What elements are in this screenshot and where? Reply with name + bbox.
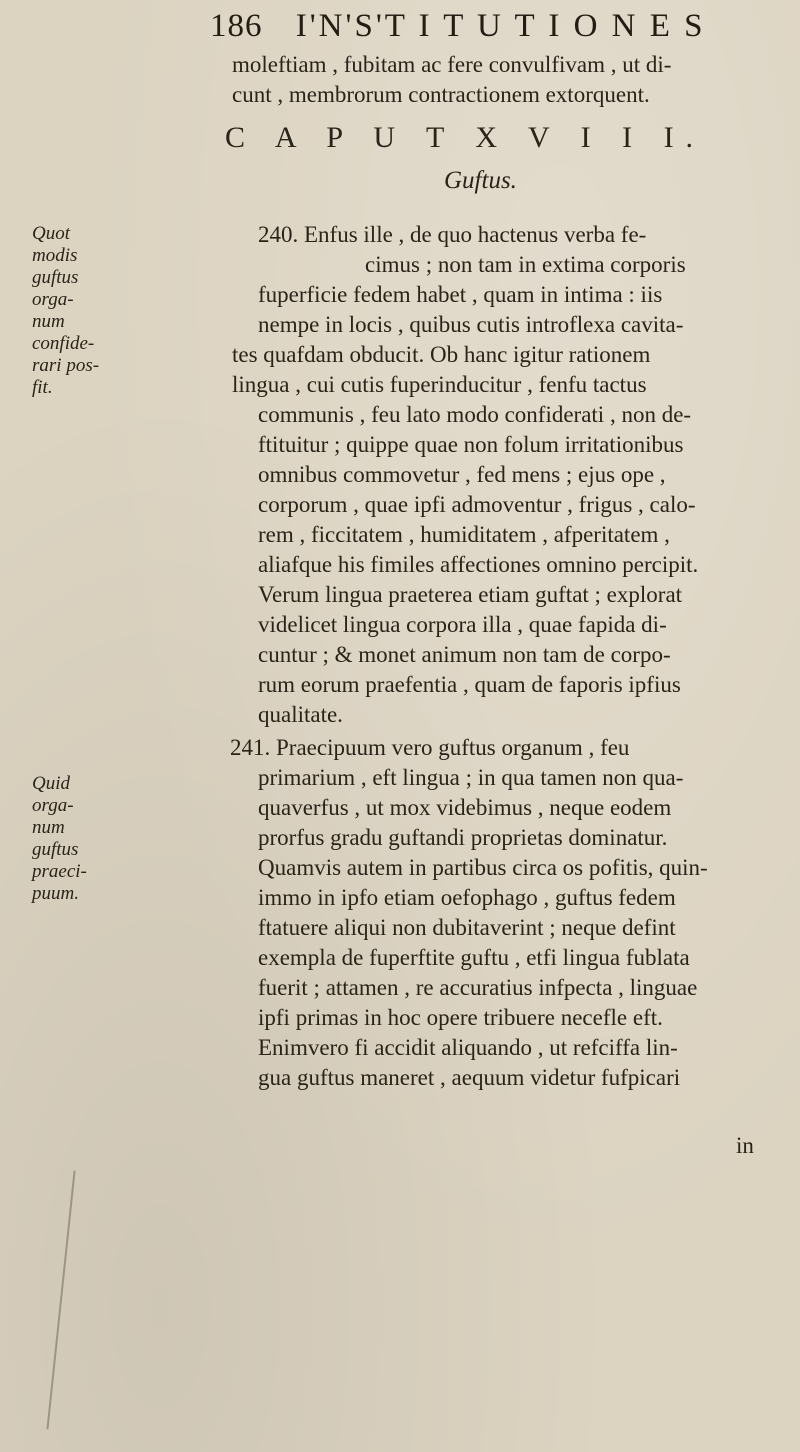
text-line: exempla de fuperftite guftu , etfi lingua fublata: [258, 945, 690, 970]
margin-note-line: Quid: [32, 773, 70, 794]
catchword: in: [736, 1133, 754, 1158]
text-line: communis , feu lato modo confiderati , non de-: [258, 402, 692, 427]
page-crease: [46, 1171, 75, 1430]
margin-note-line: fit.: [32, 377, 53, 398]
margin-note-line: guftus: [32, 839, 79, 860]
text-line: fuerit ; attamen , re accuratius infpecta , linguae: [258, 975, 698, 1000]
margin-note-line: confide-: [32, 333, 95, 354]
text-line: 241. Praecipuum vero guftus organum , feu: [230, 735, 630, 760]
text-line: primarium , eft lingua ; in qua tamen non qua-: [258, 765, 684, 790]
text-line: cuntur ; & monet animum non tam de corpo-: [258, 642, 671, 667]
running-head: [210, 8, 770, 45]
text-line: Verum lingua praeterea etiam guftat ; explorat: [258, 582, 683, 607]
text-line: gua guftus maneret , aequum videtur fufpicari: [258, 1065, 681, 1090]
margin-note-line: orga-: [32, 289, 74, 310]
text-line: rem , ficcitatem , humiditatem , afperitatem ,: [258, 522, 670, 547]
text-line: fuperficie fedem habet , quam in intima : iis: [258, 282, 663, 307]
running-title: I'N'S'T I T U T I O N E S: [295, 8, 706, 44]
margin-note-line: Quot: [32, 223, 70, 244]
margin-note-line: num: [32, 817, 65, 838]
text-line: corporum , quae ipfi admoventur , frigus , calo-: [258, 492, 696, 517]
margin-note-line: num: [32, 311, 65, 332]
text-line: moleftiam , fubitam ac fere convulfivam , ut di-: [232, 52, 672, 77]
text-line: ftituitur ; quippe quae non folum irritationibus: [258, 432, 684, 457]
chapter-heading: C A P U T X V I I I.: [225, 121, 706, 154]
text-line: omnibus commovetur , fed mens ; ejus ope ,: [258, 462, 666, 487]
page-number: 186: [210, 8, 263, 44]
text-line: prorfus gradu guftandi proprietas dominatur.: [258, 825, 668, 850]
text-line: lingua , cui cutis fuperinducitur , fenfu tactus: [232, 372, 647, 397]
margin-note-line: guftus: [32, 267, 79, 288]
text-line: tes quafdam obducit. Ob hanc igitur rationem: [232, 342, 651, 367]
margin-note-line: rari pos-: [32, 355, 100, 376]
text-line: rum eorum praefentia , quam de faporis ipfius: [258, 672, 681, 697]
text-line: immo in ipfo etiam oefophago , guftus fedem: [258, 885, 676, 910]
text-line: cimus ; non tam in extima corporis: [365, 252, 686, 277]
text-line: aliafque his fimiles affectiones omnino percipit.: [258, 552, 699, 577]
text-line: Quamvis autem in partibus circa os pofitis, quin-: [258, 855, 708, 880]
text-line: videlicet lingua corpora illa , quae fapida di-: [258, 612, 667, 637]
text-line: qualitate.: [258, 702, 343, 727]
margin-note-line: modis: [32, 245, 78, 266]
text-line: cunt , membrorum contractionem extorquent.: [232, 82, 650, 107]
text-line: nempe in locis , quibus cutis introflexa cavita-: [258, 312, 684, 337]
margin-note-line: orga-: [32, 795, 74, 816]
margin-note-line: praeci-: [32, 861, 87, 882]
text-line: ftatuere aliqui non dubitaverint ; neque defint: [258, 915, 676, 940]
section-title: Guftus.: [444, 167, 517, 194]
text-line: 240. Enfus ille , de quo hactenus verba fe-: [258, 222, 647, 247]
text-line: Enimvero fi accidit aliquando , ut refciffa lin-: [258, 1035, 678, 1060]
text-line: ipfi primas in hoc opere tribuere necefle eft.: [258, 1005, 663, 1030]
text-line: quaverfus , ut mox videbimus , neque eodem: [258, 795, 672, 820]
margin-note-line: puum.: [32, 883, 79, 904]
